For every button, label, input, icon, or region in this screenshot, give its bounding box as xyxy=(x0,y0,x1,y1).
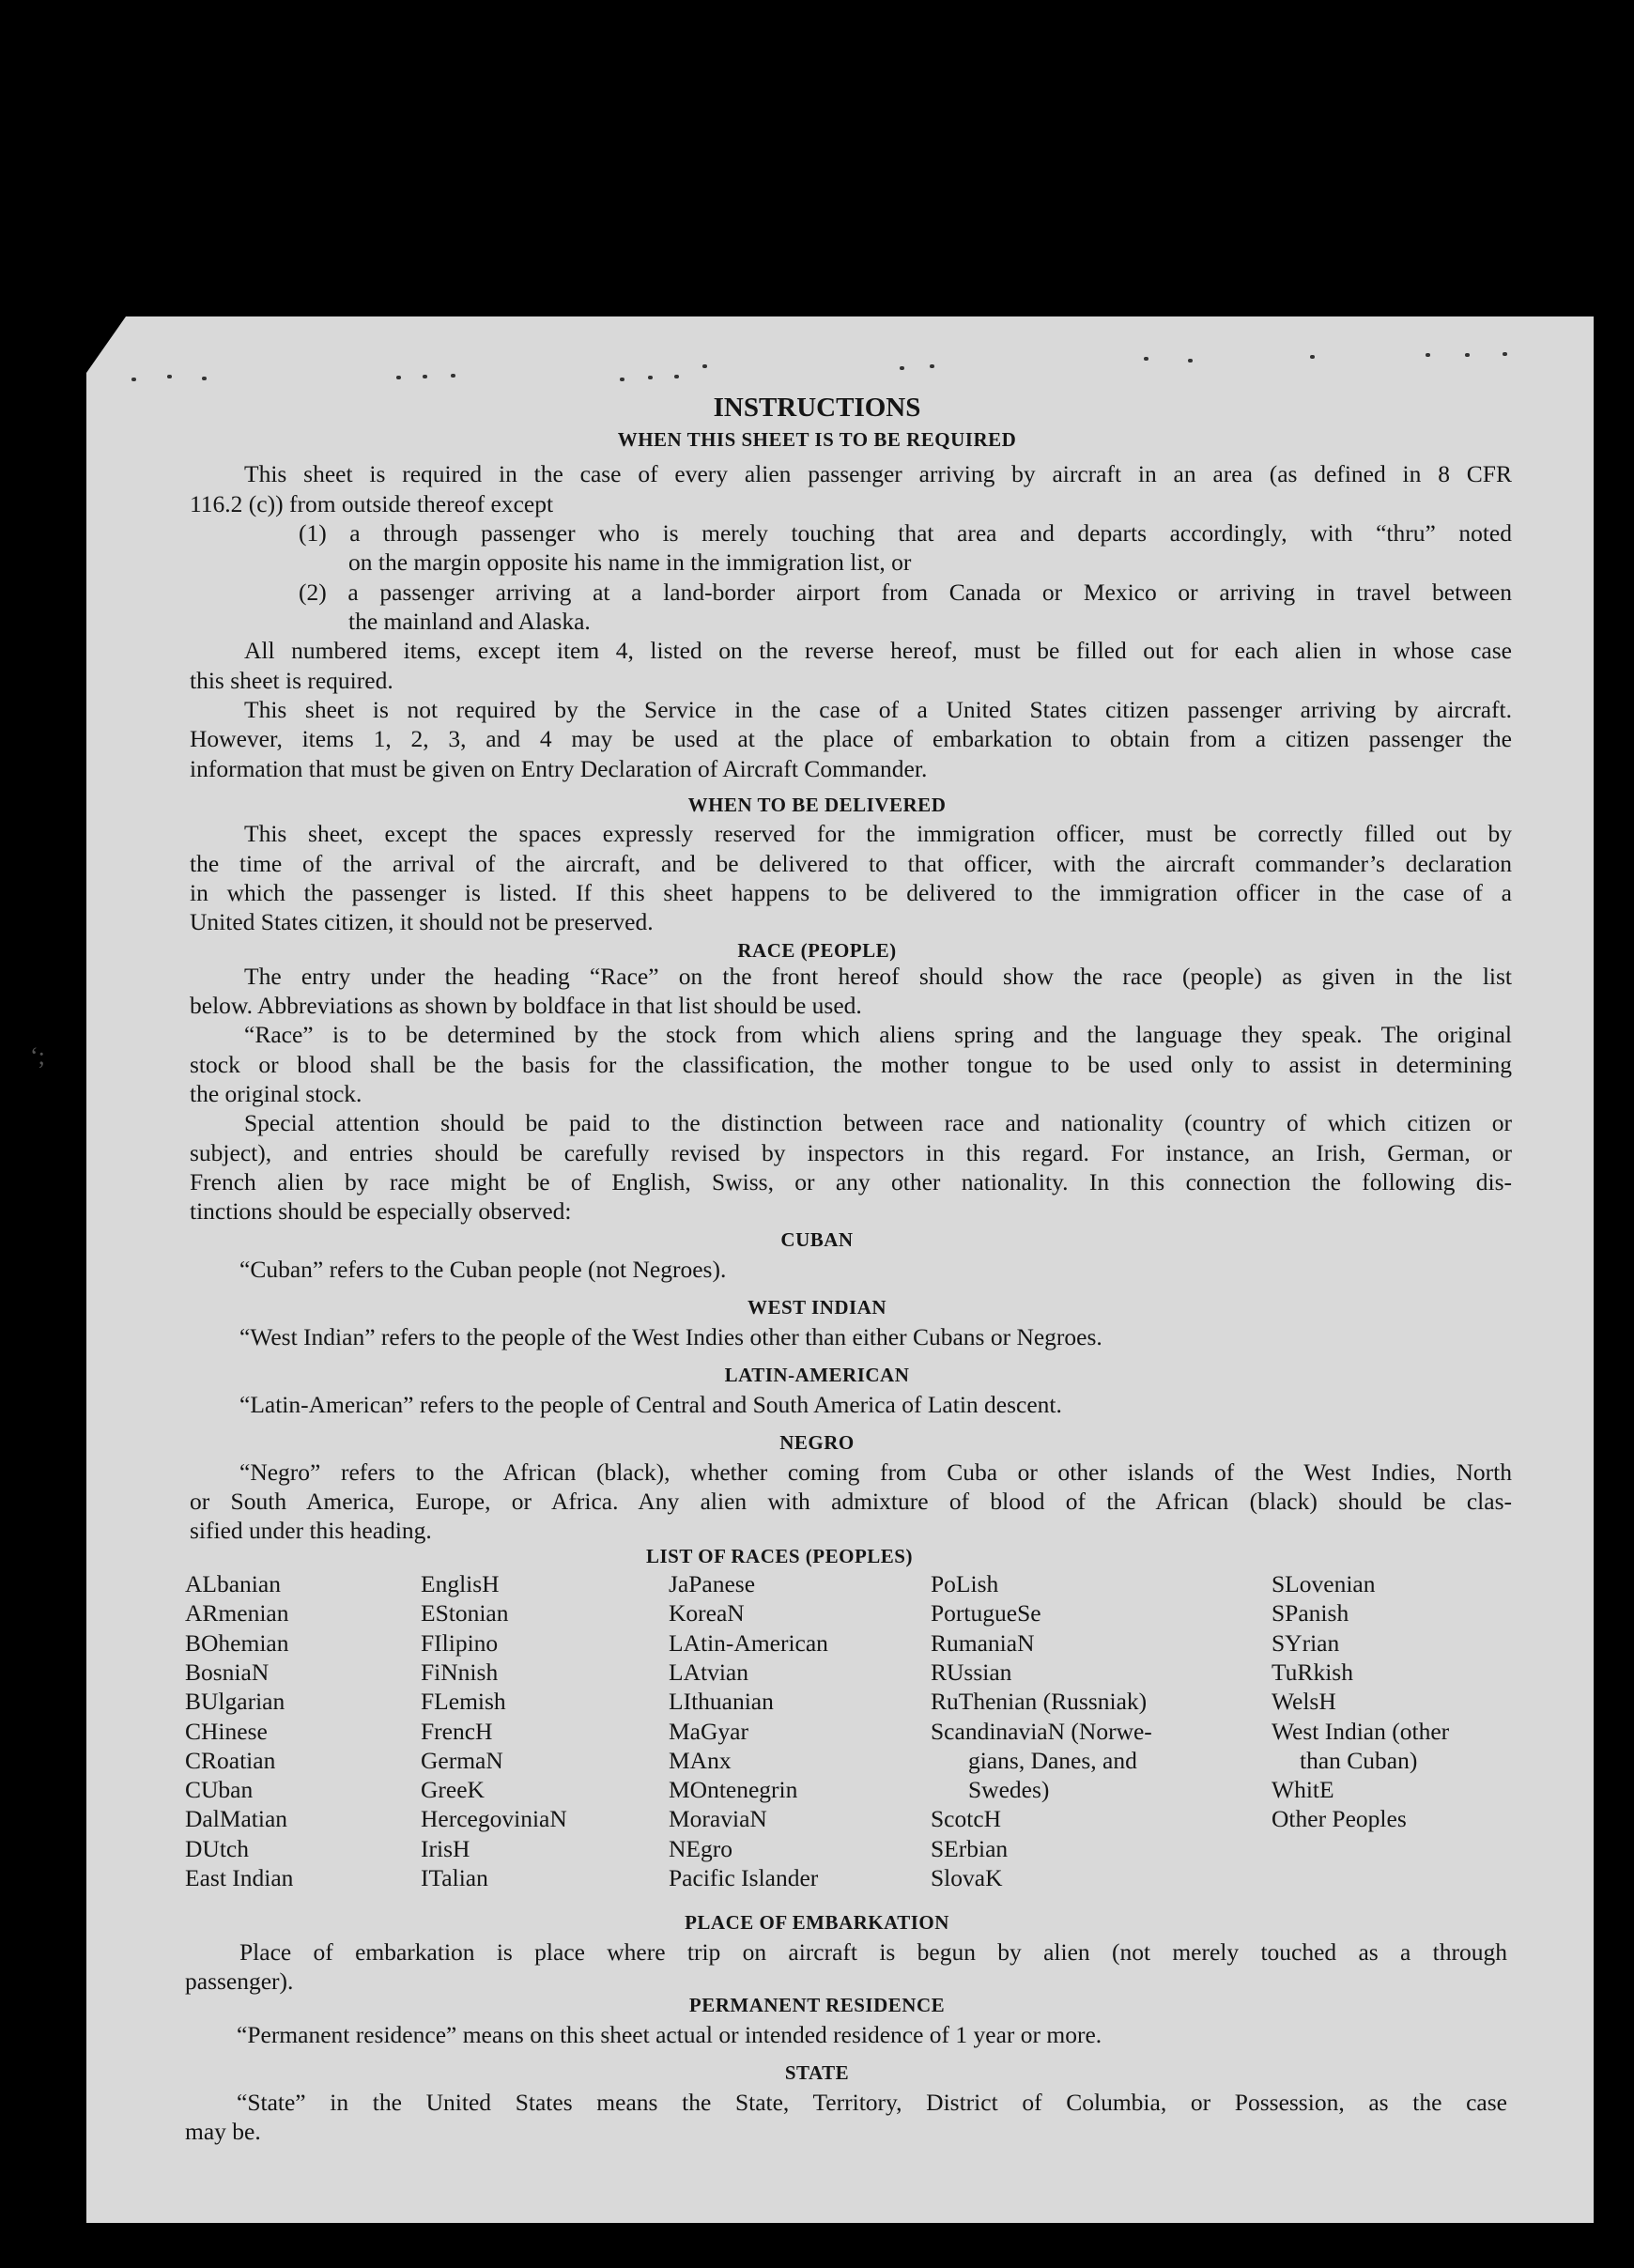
race-entry: ARmenian xyxy=(185,1599,289,1628)
race-entry: FiNnish xyxy=(421,1658,499,1686)
text-line: sified under this heading. xyxy=(190,1517,432,1544)
heading-when-delivered: WHEN TO BE DELIVERED xyxy=(687,794,947,816)
text-line: All numbered items, except item 4, listed on the reverse hereof, must be filled out for each alien in whose case xyxy=(244,637,1512,664)
race-entry: SLovenian xyxy=(1272,1570,1376,1597)
race-entry: IrisH xyxy=(421,1834,470,1862)
margin-mark: ‘; xyxy=(30,1042,45,1070)
race-entry: FIlipino xyxy=(421,1628,499,1657)
race-entry: East Indian xyxy=(185,1864,294,1891)
race-entry: KoreaN xyxy=(669,1599,745,1628)
text-line: French alien by race might be of English, Swiss, or any other nationality. In this connection the following dis- xyxy=(190,1168,1512,1196)
race-entry: ScotcH xyxy=(931,1805,1002,1833)
race-entry: WhitE xyxy=(1272,1776,1334,1804)
race-entry: RumaniaN xyxy=(931,1628,1035,1657)
text-line: “Race” is to be determined by the stock from which aliens spring and the language they speak. The original xyxy=(244,1021,1512,1048)
race-entry: FLemish xyxy=(421,1688,506,1716)
text-line: 116.2 (c)) from outside thereof except xyxy=(190,490,554,517)
race-entry: NEgro xyxy=(669,1834,732,1862)
race-entry: MaGyar xyxy=(669,1717,748,1745)
text-line: “Cuban” refers to the Cuban people (not Negroes). xyxy=(239,1256,727,1283)
heading-state: STATE xyxy=(784,2061,850,2084)
heading-race: RACE (PEOPLE) xyxy=(737,939,897,962)
text-line: “Latin-American” refers to the people of Central and South America of Latin descent. xyxy=(239,1391,1062,1418)
heading-when-required: WHEN THIS SHEET IS TO BE REQUIRED xyxy=(617,428,1017,451)
text-line: information that must be given on Entry Declaration of Aircraft Commander. xyxy=(190,755,928,782)
race-entry: SlovaK xyxy=(931,1864,1003,1891)
race-entry: EnglisH xyxy=(421,1570,500,1597)
race-entry: RUssian xyxy=(931,1658,1012,1686)
race-entry: Swedes) xyxy=(968,1776,1050,1804)
race-entry: BosniaN xyxy=(185,1658,270,1686)
scan-specks xyxy=(0,349,1634,387)
race-entry: FrencH xyxy=(421,1717,493,1745)
text-line: this sheet is required. xyxy=(190,667,393,694)
text-line: subject), and entries should be carefully revised by inspectors in this regard. For instance, an Irish, German, or xyxy=(190,1139,1512,1166)
text-line: tinctions should be especially observed: xyxy=(190,1197,572,1225)
race-entry: LAtin-American xyxy=(669,1628,828,1657)
text-line: Place of embarkation is place where trip on aircraft is begun by alien (not merely touched as a through xyxy=(239,1938,1507,1966)
heading-permanent-residence: PERMANENT RESIDENCE xyxy=(688,1994,946,2016)
race-entry: Pacific Islander xyxy=(669,1864,819,1891)
race-entry: TuRkish xyxy=(1272,1658,1353,1686)
text-line: This sheet is required in the case of every alien passenger arriving by aircraft in an area (as defined in 8 CFR xyxy=(244,460,1512,487)
text-line: (1) a through passenger who is merely touching that area and departs accordingly, with “thru” noted xyxy=(299,519,1512,547)
race-entry: West Indian (other xyxy=(1272,1717,1450,1745)
race-entry: SYrian xyxy=(1272,1628,1340,1657)
race-entry: CHinese xyxy=(185,1717,268,1745)
race-entry: LIthuanian xyxy=(669,1688,774,1716)
heading-latin-american: LATIN-AMERICAN xyxy=(724,1364,910,1386)
race-entry: MAnx xyxy=(669,1746,732,1774)
race-entry: gians, Danes, and xyxy=(968,1746,1137,1774)
text-line: The entry under the heading “Race” on the front hereof should show the race (people) as given in the list xyxy=(244,963,1512,990)
text-line: “West Indian” refers to the people of the West Indies other than either Cubans or Negroes. xyxy=(239,1323,1102,1350)
race-entry: BOhemian xyxy=(185,1628,289,1657)
race-entry: CRoatian xyxy=(185,1746,276,1774)
text-line: below. Abbreviations as shown by boldface in that list should be used. xyxy=(190,992,862,1019)
race-entry: ScandinaviaN (Norwe- xyxy=(931,1717,1152,1745)
race-entry: DUtch xyxy=(185,1834,249,1862)
race-entry: PortugueSe xyxy=(931,1599,1041,1628)
race-entry: DalMatian xyxy=(185,1805,288,1833)
heading-cuban: CUBAN xyxy=(780,1228,854,1251)
race-entry: ITalian xyxy=(421,1864,488,1891)
text-line: This sheet, except the spaces expressly reserved for the immigration officer, must be correctly filled out by xyxy=(244,820,1512,847)
text-line: passenger). xyxy=(185,1967,294,1995)
text-line: “Negro” refers to the African (black), whether coming from Cuba or other islands of the West Indies, North xyxy=(239,1458,1512,1486)
race-entry: CUban xyxy=(185,1776,254,1804)
race-entry: RuThenian (Russniak) xyxy=(931,1688,1148,1716)
text-line: the mainland and Alaska. xyxy=(348,608,591,635)
page-title: INSTRUCTIONS xyxy=(713,393,921,423)
text-line: or South America, Europe, or Africa. Any alien with admixture of blood of the African (black) should be clas- xyxy=(190,1488,1512,1515)
text-line: However, items 1, 2, 3, and 4 may be used at the place of embarkation to obtain from a citizen passenger the xyxy=(190,725,1512,752)
text-line: the original stock. xyxy=(190,1080,362,1107)
text-line: on the margin opposite his name in the immigration list, or xyxy=(348,548,912,576)
text-line: “Permanent residence” means on this sheet actual or intended residence of 1 year or more. xyxy=(237,2021,1102,2048)
text-line: in which the passenger is listed. If this sheet happens to be delivered to the immigration officer in the case of a xyxy=(190,879,1512,906)
race-entry: ALbanian xyxy=(185,1570,281,1597)
text-line: United States citizen, it should not be preserved. xyxy=(190,908,654,935)
race-entry: GermaN xyxy=(421,1746,503,1774)
race-entry: JaPanese xyxy=(669,1570,756,1597)
text-line: This sheet is not required by the Service in the case of a United States citizen passenger arriving by aircraft. xyxy=(244,696,1512,723)
heading-embarkation: PLACE OF EMBARKATION xyxy=(685,1911,949,1934)
heading-list-of-races: LIST OF RACES (PEOPLES) xyxy=(646,1545,913,1567)
race-entry: MoraviaN xyxy=(669,1805,767,1833)
race-entry: SPanish xyxy=(1272,1599,1349,1628)
race-entry: HercegoviniaN xyxy=(421,1805,567,1833)
race-entry: Other Peoples xyxy=(1272,1805,1407,1833)
heading-west-indian: WEST INDIAN xyxy=(747,1296,887,1319)
text-line: may be. xyxy=(185,2118,261,2145)
race-entry: than Cuban) xyxy=(1300,1746,1418,1774)
text-line: (2) a passenger arriving at a land-border airport from Canada or Mexico or arriving in travel between xyxy=(299,579,1512,606)
race-entry: LAtvian xyxy=(669,1658,748,1686)
race-entry: EStonian xyxy=(421,1599,509,1628)
race-entry: BUlgarian xyxy=(185,1688,285,1716)
heading-negro: NEGRO xyxy=(779,1431,855,1454)
text-line: Special attention should be paid to the distinction between race and nationality (country of which citizen or xyxy=(244,1109,1512,1136)
race-entry: SErbian xyxy=(931,1834,1009,1862)
race-entry: WelsH xyxy=(1272,1688,1336,1716)
race-entry: MOntenegrin xyxy=(669,1776,798,1804)
race-entry: GreeK xyxy=(421,1776,485,1804)
race-entry: PoLish xyxy=(931,1570,999,1597)
text-line: the time of the arrival of the aircraft, and be delivered to that officer, with the aircraft commander’s declaration xyxy=(190,850,1512,877)
text-line: “State” in the United States means the State, Territory, District of Columbia, or Possession, as the case xyxy=(237,2089,1507,2116)
text-line: stock or blood shall be the basis for the classification, the mother tongue to be used only to assist in determining xyxy=(190,1051,1512,1078)
